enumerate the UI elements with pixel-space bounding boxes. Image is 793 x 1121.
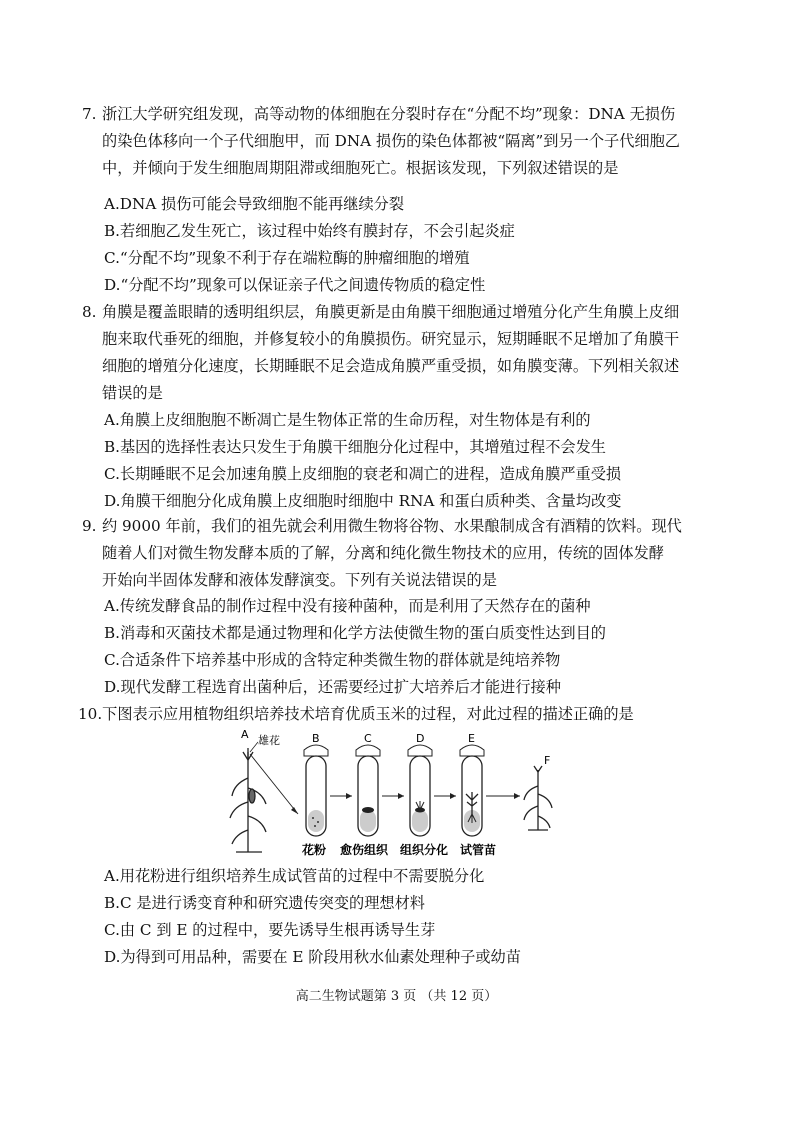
question-number: 9.: [82, 517, 97, 535]
option-8c: C.长期睡眠不足会加速角膜上皮细胞的衰老和凋亡的进程，造成角膜严重受损: [104, 465, 622, 483]
caption-pollen: 花粉: [302, 843, 327, 857]
question-7: [82, 101, 722, 182]
question-line: 角膜是覆盖眼睛的透明组织层，角膜更新是由角膜干细胞通过增殖分化产生角膜上皮细: [102, 303, 680, 321]
question-line: 细胞的增殖分化速度，长期睡眠不足会造成角膜严重受损，如角膜变薄。下列相关叙述: [102, 357, 680, 375]
test-tube-b-icon: [304, 745, 328, 836]
test-tube-e-icon: [460, 745, 484, 836]
option-10c: C.由 C 到 E 的过程中，要先诱导生根再诱导生芽: [104, 921, 436, 939]
option-9c: C.合适条件下培养基中形成的含特定种类微生物的群体就是纯培养物: [104, 651, 561, 669]
question-number: 8.: [82, 303, 97, 321]
question-line: 错误的是: [102, 384, 163, 402]
question-10: [78, 701, 718, 728]
option-8a: A.角膜上皮细胞胞不断凋亡是生物体正常的生命历程，对生物体是有利的: [104, 411, 591, 429]
question-line: 胞来取代垂死的细胞，并修复较小的角膜损伤。研究显示，短期睡眠不足增加了角膜干: [102, 330, 680, 348]
question-line: 开始向半固体发酵和液体发酵演变。下列有关说法错误的是: [102, 571, 497, 589]
stage-label-e: E: [468, 732, 475, 745]
option-10a: A.用花粉进行组织培养生成试管苗的过程中不需要脱分化: [104, 867, 485, 885]
option-8d: D.角膜干细胞分化成角膜上皮细胞时细胞中 RNA 和蛋白质种类、含量均改变: [104, 492, 622, 510]
caption-differentiation: 组织分化: [400, 843, 449, 857]
option-10b: B.C 是进行诱变育种和研究遗传突变的理想材料: [104, 894, 425, 912]
stage-label-a: A: [241, 730, 249, 741]
question-line: 中，并倾向于发生细胞周期阻滞或细胞死亡。根据该发现，下列叙述错误的是: [102, 159, 619, 177]
test-tube-c-icon: [356, 745, 380, 836]
question-number: 10.: [78, 705, 103, 723]
option-10d: D.为得到可用品种，需要在 E 阶段用秋水仙素处理种子或幼苗: [104, 948, 521, 966]
question-line: 浙江大学研究组发现，高等动物的体细胞在分裂时存在“分配不均”现象：DNA 无损伤: [102, 105, 676, 123]
caption-callus: 愈伤组织: [340, 843, 389, 857]
option-7c: C.“分配不均”现象不利于存在端粒酶的肿瘤细胞的增殖: [104, 249, 470, 267]
tissue-culture-diagram: [228, 730, 568, 860]
question-9: [82, 513, 722, 594]
question-number: 7.: [82, 105, 97, 123]
option-9b: B.消毒和灭菌技术都是通过物理和化学方法使微生物的蛋白质变性达到目的: [104, 624, 606, 642]
option-9a: A.传统发酵食品的制作过程中没有接种菌种，而是利用了天然存在的菌种: [104, 597, 591, 615]
stage-label-f: F: [544, 754, 551, 767]
question-line: 下图表示应用植物组织培养技术培育优质玉米的过程，对此过程的描述正确的是: [102, 705, 634, 723]
corn-plant-f-icon: [524, 766, 552, 830]
option-7d: D.“分配不均”现象可以保证亲子代之间遗传物质的稳定性: [104, 276, 486, 294]
question-line: 约 9000 年前，我们的祖先就会利用微生物将谷物、水果酿制成含有酒精的饮料。现代: [102, 517, 682, 535]
option-8b: B.基因的选择性表达只发生于角膜干细胞分化过程中，其增殖过程不会发生: [104, 438, 606, 456]
stage-label-d: D: [416, 732, 425, 745]
question-line: 随着人们对微生物发酵本质的了解，分离和纯化微生物技术的应用，传统的固体发酵: [102, 544, 664, 562]
stage-label-b: B: [312, 732, 320, 745]
flower-label: 雄花: [258, 734, 280, 747]
caption-plantlet: 试管苗: [460, 843, 497, 857]
corn-plant-a-icon: [230, 748, 266, 852]
page-footer: 高二生物试题第 3 页 （共 12 页）: [295, 989, 498, 1004]
question-8: [82, 299, 722, 407]
question-line: 的染色体移向一个子代细胞甲，而 DNA 损伤的染色体都被“隔离”到另一个子代细胞乙: [102, 132, 680, 150]
option-9d: D.现代发酵工程选育出菌种后，还需要经过扩大培养后才能进行接种: [104, 678, 561, 696]
option-7a: A.DNA 损伤可能会导致细胞不能再继续分裂: [104, 195, 405, 213]
tissue-culture-figure: [228, 730, 568, 860]
test-tube-d-icon: [408, 745, 432, 836]
option-7b: B.若细胞乙发生死亡，该过程中始终有膜封存，不会引起炎症: [104, 222, 515, 240]
stage-label-c: C: [364, 732, 372, 745]
